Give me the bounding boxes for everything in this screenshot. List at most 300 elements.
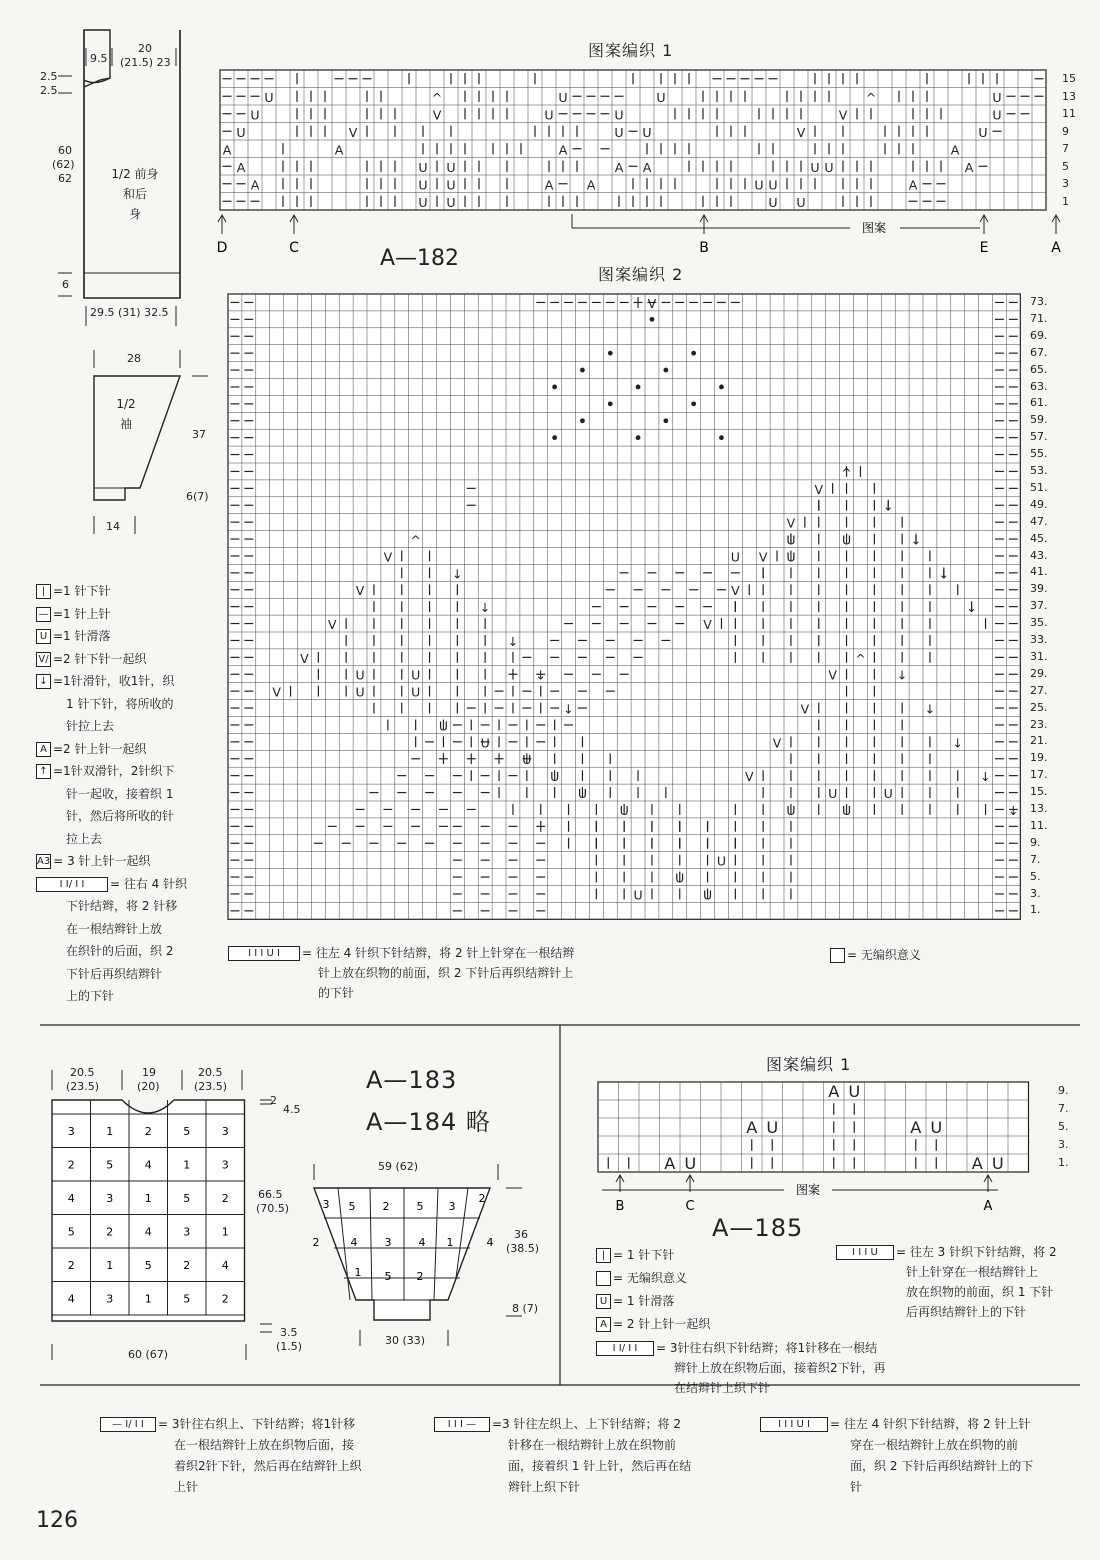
skirt-cell: 3	[322, 1198, 330, 1211]
sleeve-height: 37	[192, 428, 206, 441]
pattern1-row-11: 11	[1062, 107, 1076, 120]
skirt-cell: 2	[478, 1192, 486, 1205]
svg-text:U: U	[716, 853, 727, 869]
a185-label: A—185	[712, 1214, 804, 1242]
a182-legend-item-5: 1 针下针，将所收的	[66, 696, 174, 711]
svg-text:U: U	[522, 752, 532, 768]
a185-markers	[598, 1174, 1058, 1214]
svg-text:U: U	[768, 194, 778, 210]
a183-cell: 5	[183, 1191, 191, 1205]
svg-text:V: V	[796, 124, 806, 140]
pattern1-row-7: 7	[1062, 142, 1069, 155]
cable-left-4-symbol: I I I U I	[228, 946, 300, 961]
pattern2-row-69: 69.	[1030, 328, 1048, 342]
svg-text:↓: ↓	[507, 633, 519, 649]
skirt-cell: 4	[418, 1236, 426, 1249]
a182-legend-item-7: A =2 针上针一起织	[36, 740, 147, 757]
svg-text:V: V	[348, 124, 358, 140]
a185-row-7: 7.	[1058, 1102, 1069, 1115]
page-number: 126	[36, 1508, 78, 1533]
a182-label: A—182	[380, 246, 460, 271]
svg-text:A: A	[964, 159, 974, 175]
pattern2-row-63: 63.	[1030, 379, 1048, 393]
svg-text:U: U	[684, 1153, 697, 1173]
svg-text:↓: ↓	[980, 769, 991, 785]
pattern2-row-71: 71.	[1030, 311, 1048, 325]
svg-text:A: A	[664, 1153, 676, 1173]
svg-text:A: A	[908, 177, 918, 193]
skirt-cell: 4	[350, 1236, 358, 1249]
svg-text:A: A	[950, 142, 960, 158]
pattern2-row-25: 25.	[1030, 700, 1048, 714]
pattern2-row-11: 11.	[1030, 818, 1048, 832]
pattern2-row-43: 43.	[1030, 548, 1048, 562]
pattern1-row-15: 15	[1062, 72, 1076, 85]
svg-text:A: A	[558, 142, 568, 158]
legend-symbol-1: —	[36, 607, 51, 622]
svg-text:↓: ↓	[535, 667, 546, 683]
a185-legend-item-1: = 无编织意义	[596, 1269, 687, 1286]
svg-text:U: U	[614, 107, 624, 123]
a185-legend-symbol-1	[596, 1271, 611, 1286]
svg-text:↓: ↓	[1008, 802, 1019, 818]
a185-row-3: 3.	[1058, 1138, 1069, 1151]
footer-symbol-1: I I I —	[434, 1417, 490, 1432]
pattern2-row-51: 51.	[1030, 480, 1048, 494]
svg-text:A: A	[828, 1081, 840, 1101]
pattern2-row-73: 73.	[1030, 295, 1048, 308]
a185-legend-cross-3: 在结辫针上织下针	[674, 1381, 771, 1395]
a183-cell: 2	[67, 1158, 75, 1172]
footer-symbol-2: I I I U I	[760, 1417, 828, 1432]
a183-cell: 5	[106, 1158, 114, 1172]
cable-right-3-symbol: I I/ I I	[596, 1341, 654, 1356]
skirt-cell: 4	[486, 1236, 494, 1249]
a183-bottom: 60 (67)	[128, 1348, 169, 1361]
pattern2-row-65: 65.	[1030, 362, 1048, 376]
a185-legend-cross-2: 辫针上放在织物后面，接着织2下针，再	[674, 1361, 886, 1375]
pattern2-row-5: 5.	[1030, 869, 1041, 883]
svg-text:U: U	[480, 735, 490, 751]
pattern2-row-35: 35.	[1030, 616, 1048, 630]
svg-text:V: V	[272, 684, 281, 700]
bottom-note-line3: 的下针	[318, 986, 355, 1000]
svg-text:U: U	[418, 159, 428, 175]
a183-cell: 2	[221, 1292, 229, 1306]
a183-cell: 2	[183, 1258, 191, 1272]
a182-legend-item-2: U =1 针滑落	[36, 627, 111, 644]
svg-text:↓: ↓	[883, 498, 894, 514]
a183-cell: 1	[183, 1158, 191, 1172]
a183-cell: 1	[106, 1124, 114, 1138]
svg-text:U: U	[992, 107, 1002, 123]
svg-text:U: U	[411, 667, 421, 683]
a183-cell: 2	[221, 1191, 229, 1205]
svg-text:V: V	[703, 616, 712, 632]
a183-label: A—183	[366, 1066, 458, 1094]
a183-cell: 3	[221, 1158, 229, 1172]
svg-text:^: ^	[841, 464, 852, 480]
svg-text:U: U	[786, 549, 796, 565]
svg-text:U: U	[810, 159, 820, 175]
footer-note-0: — I/ I I = 3针往右织上、下针结辫；将1针移 在一根结辫针上放在织物后面，接 着织2针下针，然后再在结辫针上织 上针	[100, 1414, 420, 1498]
sleeve-cuff: 6(7)	[186, 490, 209, 503]
a183-cell: 5	[144, 1258, 152, 1272]
skirt-cell: 2	[312, 1236, 320, 1249]
a182-legend-item-4: ↓ =1针滑针，收1针，织	[36, 672, 174, 689]
legend-symbol-0: |	[36, 584, 51, 599]
svg-text:A: A	[222, 142, 232, 158]
skirt-cell: 1	[446, 1236, 454, 1249]
legend-symbol-13: I I/ I I	[36, 877, 108, 892]
svg-text:U: U	[978, 124, 988, 140]
svg-text:^: ^	[855, 650, 866, 666]
a183-cell: 3	[221, 1124, 229, 1138]
a182-legend-item-12: A3 = 3 针上针一起织	[37, 854, 151, 868]
svg-text:U: U	[841, 532, 852, 548]
a185-row-1: 1.	[1058, 1156, 1069, 1169]
svg-text:U: U	[438, 718, 449, 734]
svg-text:U: U	[446, 159, 456, 175]
a183-right-dim-5: 3.5	[280, 1326, 298, 1339]
pattern2-row-23: 23.	[1030, 717, 1048, 731]
skirt-top: 59 (62)	[378, 1160, 419, 1173]
a183-right-dim-1: 2	[270, 1094, 277, 1107]
pattern2-row-31: 31.	[1030, 649, 1048, 663]
body-top-width-2: 20	[138, 42, 152, 55]
svg-text:V: V	[772, 735, 782, 751]
pattern1-marker-C: C	[289, 240, 299, 256]
skirt-bottom: 30 (33)	[385, 1334, 426, 1347]
a185-legend-right	[836, 1242, 1080, 1322]
a185-legend-symbol-3: A	[596, 1317, 611, 1332]
bottom-note-line2: 针上放在织物的前面，织 2 下针后再织结辫针上	[318, 966, 574, 980]
a185-legend-cross-1: = 3针往右织下针结辫；将1针移在一根结	[656, 1341, 878, 1355]
skirt-cuff: 8 (7)	[512, 1302, 539, 1315]
svg-text:U: U	[446, 177, 456, 193]
a183-top-width-6: (23.5)	[194, 1080, 228, 1093]
pattern2-row-41: 41.	[1030, 565, 1048, 579]
a183-cell: 3	[183, 1225, 191, 1239]
pattern2-row-57: 57.	[1030, 430, 1048, 444]
svg-text:V: V	[432, 107, 442, 123]
legend-symbol-12: A3	[37, 856, 51, 867]
a182-legend-item-0: | =1 针下针	[36, 582, 111, 599]
svg-text:A: A	[642, 159, 652, 175]
pattern2-row-55: 55.	[1030, 447, 1048, 461]
svg-text:U: U	[883, 785, 893, 801]
pattern1-row-9: 9	[1062, 124, 1069, 138]
svg-text:V: V	[838, 107, 848, 123]
a182-legend-item-10: 针，然后将所收的针	[66, 809, 175, 823]
a185-legend-right-2: 针上针穿在一根结辫针上	[906, 1265, 1039, 1279]
skirt-cell: 3	[384, 1236, 392, 1249]
svg-text:A: A	[544, 177, 554, 193]
svg-text:↓: ↓	[896, 667, 908, 683]
svg-text:U: U	[991, 1153, 1004, 1173]
pattern2-row-29: 29.	[1030, 666, 1048, 680]
pattern2-row-13: 13.	[1030, 802, 1048, 815]
a183-cell: 5	[67, 1225, 75, 1239]
svg-text:U: U	[558, 89, 568, 105]
a183-top-width-3: 19	[142, 1066, 156, 1079]
a185-repeat-label: 图案	[795, 1183, 821, 1197]
skirt-cell: 3	[448, 1200, 456, 1213]
svg-text:A: A	[334, 142, 344, 158]
a182-legend-item-3: V/ =2 针下针一起织	[36, 650, 147, 667]
svg-text:↓: ↓	[924, 701, 936, 717]
svg-text:^: ^	[431, 89, 443, 105]
a183-cell: 4	[221, 1258, 229, 1272]
svg-text:U: U	[619, 802, 629, 818]
a182-legend-item-13: I I/ I I = 往右 4 针织	[36, 875, 187, 892]
a183-top-width-1: 20.5	[70, 1066, 95, 1079]
pattern2-row-45: 45.	[1030, 531, 1048, 545]
svg-text:U: U	[614, 124, 624, 140]
a182-legend-item-17: 下针后再织结辫针	[66, 966, 163, 981]
svg-text:↓: ↓	[952, 735, 963, 751]
svg-text:A: A	[746, 1117, 758, 1137]
svg-text:V: V	[731, 583, 740, 599]
svg-text:U: U	[418, 194, 428, 210]
sleeve-bottom: 14	[106, 520, 120, 533]
pattern2-row-15: 15.	[1030, 785, 1048, 799]
a182-pattern1-title: 图案编织 1	[588, 41, 674, 60]
a183-top-width-2: (23.5)	[66, 1080, 100, 1093]
a183-cell: 5	[183, 1124, 191, 1138]
a183-cell: 1	[106, 1258, 114, 1272]
a183-cell: 1	[144, 1191, 152, 1205]
svg-text:U: U	[841, 802, 852, 818]
a183-right-dim-2: 4.5	[283, 1103, 301, 1116]
a182-legend-item-15: 在一根结辫针上放	[66, 921, 163, 936]
pattern1-marker-B: B	[699, 240, 709, 256]
a185-pattern-grid	[598, 1082, 1078, 1182]
a183-right-dim-3: 66.5	[258, 1188, 283, 1201]
svg-text:U: U	[930, 1117, 943, 1137]
a182-legend-item-6: 针拉上去	[66, 719, 115, 733]
svg-text:U: U	[848, 1081, 861, 1101]
a184-label: A—184 略	[366, 1108, 491, 1136]
a185-frame	[598, 1082, 1029, 1172]
body-height-3: 62	[58, 172, 72, 185]
a183-right-dim-4: (70.5)	[256, 1202, 290, 1215]
footer-note-1: I I I — =3 针往左织上、上下针结辫；将 2 针移在一根结辫针上放在织物前 面，接着织 1 针上针，然后再在结 辫针上织下针	[434, 1414, 754, 1498]
svg-text:U: U	[786, 802, 796, 818]
a185-row-5: 5.	[1058, 1120, 1069, 1133]
pattern1-marker-E: E	[979, 240, 989, 256]
pattern2-row-49: 49.	[1030, 497, 1048, 511]
skirt-cell: 2	[382, 1200, 390, 1213]
pattern2-row-37: 37.	[1030, 599, 1048, 613]
a185-legend-item-0: | = 1 针下针	[596, 1246, 674, 1263]
svg-text:U: U	[544, 107, 554, 123]
skirt-cell: 1	[354, 1266, 362, 1279]
a185-marker-C: C	[685, 1199, 695, 1214]
a183-cell: 3	[106, 1191, 114, 1205]
sleeve-top: 28	[127, 352, 141, 365]
svg-text:V: V	[786, 515, 796, 531]
svg-text:A: A	[586, 177, 596, 193]
svg-text:V: V	[758, 549, 768, 565]
legend-symbol-4: ↓	[36, 674, 51, 689]
svg-text:U: U	[796, 194, 806, 210]
pattern1-row-5: 5	[1062, 159, 1069, 173]
body-height-1: 60	[58, 144, 72, 157]
svg-text:U: U	[446, 194, 456, 210]
svg-text:V: V	[383, 549, 393, 565]
body-bottom: 29.5 (31) 32.5	[90, 306, 169, 319]
pattern2-row-19: 19.	[1030, 751, 1048, 765]
a183-cell: 3	[106, 1292, 114, 1306]
svg-text:U: U	[411, 684, 421, 700]
a185-legend-symbol-2: U	[596, 1294, 611, 1309]
body-rib: 6	[62, 278, 69, 291]
svg-text:A: A	[971, 1153, 983, 1173]
pattern1-marker-D: D	[216, 240, 228, 256]
pattern1-row-3: 3	[1062, 177, 1069, 190]
a182-pattern2-title: 图案编织 2	[598, 265, 684, 284]
pattern1-repeat-label: 图案	[861, 221, 887, 235]
pattern1-row-13: 13	[1062, 89, 1076, 103]
a185-legend-right-3: 放在织物的前面，织 1 下针	[906, 1285, 1054, 1299]
svg-text:U: U	[754, 177, 764, 193]
svg-text:↓: ↓	[938, 566, 950, 582]
svg-text:U: U	[675, 870, 685, 886]
a183-cell: 4	[67, 1292, 75, 1306]
pattern2-row-17: 17.	[1030, 768, 1048, 782]
a185-marker-A: A	[983, 1199, 993, 1214]
svg-text:U: U	[236, 124, 246, 140]
svg-text:U: U	[418, 177, 428, 193]
pattern2-row-61: 61.	[1030, 396, 1048, 410]
svg-text:A: A	[236, 159, 246, 175]
svg-text:↓: ↓	[479, 600, 491, 616]
svg-text:U: U	[250, 107, 260, 123]
svg-text:U: U	[702, 887, 713, 903]
a185-legend-right-1: = 往左 3 针织下针结辫，将 2	[896, 1245, 1057, 1259]
empty-note-text: = 无编织意义	[847, 948, 921, 962]
a183-top-width-4: (20)	[137, 1080, 160, 1093]
a185-legend-cross	[596, 1338, 976, 1398]
legend-symbol-2: U	[36, 629, 51, 644]
a183-cell: 3	[67, 1124, 75, 1138]
skirt-right-1: 36	[514, 1228, 528, 1241]
a183-top-width-5: 20.5	[198, 1066, 223, 1079]
svg-text:V: V	[828, 667, 837, 683]
pattern1-row-1: 1	[1062, 194, 1069, 208]
svg-text:U: U	[824, 159, 834, 175]
a182-legend-item-8: ↑ =1针双滑针，2针织下	[36, 762, 174, 779]
a182-legend-item-14: 下针结辫，将 2 针移	[66, 899, 178, 913]
svg-text:U: U	[828, 785, 838, 801]
svg-text:U: U	[633, 887, 643, 903]
a182-legend-item-11: 拉上去	[66, 831, 103, 846]
a183-cell: 1	[144, 1292, 152, 1306]
svg-text:↓: ↓	[966, 600, 977, 616]
pattern2-row-33: 33.	[1030, 633, 1048, 646]
svg-text:V: V	[327, 616, 337, 632]
svg-text:V: V	[800, 701, 810, 717]
a182-legend-item-18: 上的下针	[66, 989, 115, 1003]
svg-text:U: U	[355, 667, 365, 683]
pattern2-row-7: 7.	[1030, 852, 1041, 866]
pattern2-row-9: 9.	[1030, 835, 1041, 849]
svg-text:A: A	[250, 177, 260, 193]
svg-text:V: V	[300, 650, 309, 666]
body-height-2: (62)	[52, 158, 75, 171]
a185-legend-item-3: A = 2 针上针一起织	[596, 1315, 710, 1332]
body-side-top-1: 2.5	[40, 70, 58, 83]
svg-text:V: V	[647, 295, 657, 311]
svg-text:A: A	[910, 1117, 922, 1137]
a182-legend-item-16: 在织针的后面，织 2	[66, 944, 174, 958]
svg-text:V: V	[355, 583, 365, 599]
a183-cell: 4	[67, 1191, 75, 1205]
svg-text:U: U	[730, 549, 740, 565]
svg-text:^: ^	[410, 532, 421, 548]
a185-row-9: 9.	[1058, 1084, 1069, 1097]
body-top-width-3: (21.5) 23	[120, 56, 171, 69]
a185-legend-item-2: U = 1 针滑落	[596, 1292, 674, 1309]
a183-cell: 2	[106, 1225, 114, 1239]
a182-legend-item-1: — =1 针上针	[36, 605, 111, 622]
svg-text:U: U	[768, 177, 778, 193]
body-top-width-1: 9.5	[90, 52, 108, 65]
bottom-note-line1: = 往左 4 针织下针结辫，将 2 针上针穿在一根结辫	[302, 946, 575, 960]
a183-cell: 4	[144, 1158, 152, 1172]
legend-symbol-8: ↑	[36, 764, 51, 779]
legend-symbol-7: A	[36, 742, 51, 757]
a183-cell: 2	[144, 1124, 152, 1138]
body-side-top-2: 2.5	[40, 84, 58, 97]
body-label: 1/2 前身 和后 身	[111, 167, 159, 221]
svg-text:U: U	[264, 89, 274, 105]
a185-legend-right-4: 后再织结辫针上的下针	[906, 1305, 1027, 1319]
a185-marker-B: B	[615, 1199, 625, 1214]
pattern2-row-39: 39.	[1030, 582, 1048, 596]
svg-text:↓: ↓	[910, 532, 922, 548]
pattern2-row-53: 53.	[1030, 464, 1048, 477]
svg-text:U: U	[355, 684, 365, 700]
skirt-right-2: (38.5)	[506, 1242, 540, 1255]
a183-right-dim-6: (1.5)	[276, 1340, 303, 1353]
sleeve-label: 1/2 袖	[116, 397, 136, 431]
pattern2-row-21: 21.	[1030, 734, 1048, 748]
legend-symbol-3: V/	[36, 652, 51, 667]
svg-text:^: ^	[865, 89, 877, 105]
svg-text:U: U	[786, 532, 796, 548]
cable-left-3-symbol: I I I U	[836, 1245, 894, 1260]
svg-text:U: U	[550, 769, 560, 785]
skirt-cell: 5	[416, 1200, 424, 1213]
pattern2-row-59: 59.	[1030, 413, 1048, 427]
svg-text:↓: ↓	[563, 701, 574, 717]
svg-text:U: U	[992, 89, 1002, 105]
pattern2-row-47: 47.	[1030, 514, 1048, 528]
svg-text:A: A	[614, 159, 624, 175]
skirt-cell: 5	[348, 1200, 356, 1213]
skirt-cell: 2	[416, 1270, 424, 1283]
svg-text:↓: ↓	[452, 566, 463, 582]
a185-title: 图案编织 1	[766, 1055, 852, 1074]
svg-text:U: U	[656, 89, 666, 105]
svg-text:U: U	[577, 785, 588, 801]
pattern2-row-67: 67.	[1030, 345, 1048, 359]
a183-cell: 1	[221, 1225, 229, 1239]
footer-note-2: I I I U I = 往左 4 针织下针结辫，将 2 针上针 穿在一根结辫针上放在织物的前 面，织 2 下针后再织结辫针上的下 针	[760, 1414, 1080, 1498]
svg-text:V: V	[744, 769, 754, 785]
